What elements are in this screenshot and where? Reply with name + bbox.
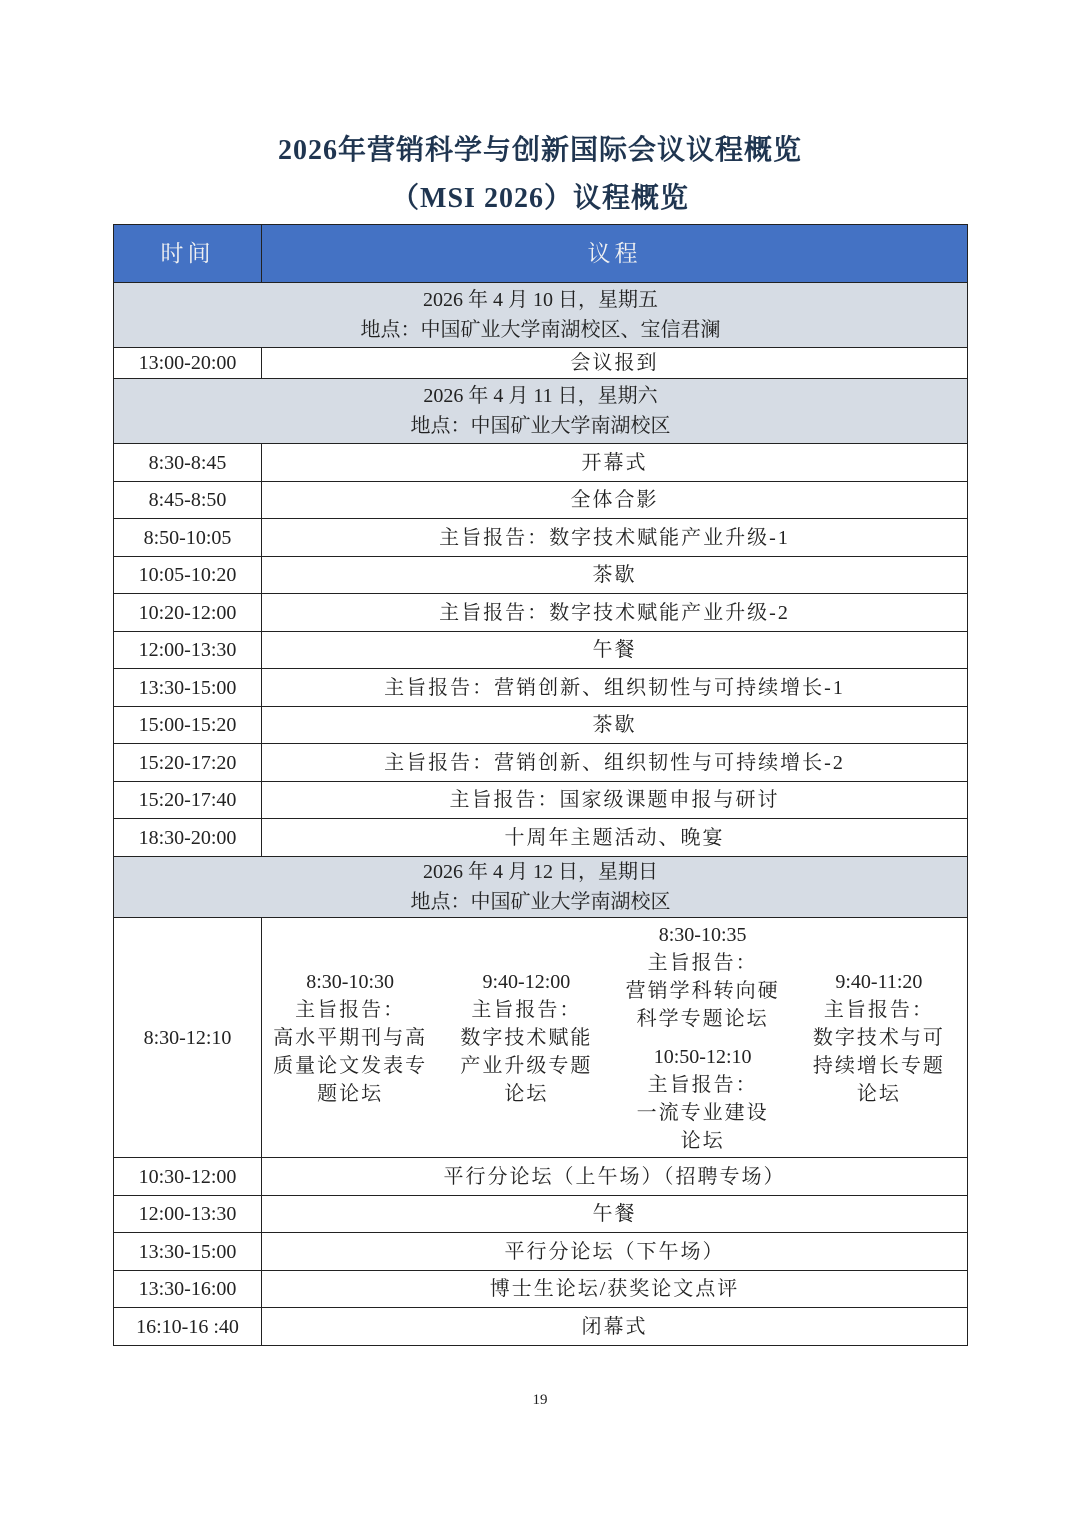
session-title-line: 一流专业建设 <box>636 1101 769 1124</box>
table-row <box>114 519 968 557</box>
parallel-sessions <box>262 918 968 1158</box>
session-time: 8:30-10:30 <box>306 970 395 993</box>
day-location: 地点：中国矿业大学南湖校区、宝信君澜 <box>360 319 721 341</box>
session-time: 9:40-12:00 <box>482 970 571 993</box>
table-row <box>114 707 968 744</box>
table-row <box>114 1158 968 1196</box>
parallel-sessions-row <box>114 918 968 1158</box>
row-item: 博士生论坛/获奖论文点评 <box>262 1271 968 1308</box>
row-time: 13:30-16:00 <box>114 1271 262 1308</box>
row-time: 13:30-15:00 <box>114 1233 262 1271</box>
row-time: 8:45-8:50 <box>114 482 262 519</box>
day-location: 地点：中国矿业大学南湖校区 <box>410 891 671 913</box>
row-time: 18:30-20:00 <box>114 819 262 857</box>
row-item: 茶歇 <box>262 557 968 594</box>
session-title-line: 数字技术与可 <box>812 1026 945 1049</box>
session-title-line: 营销学科转向硬 <box>625 979 780 1002</box>
session-title-line: 高水平期刊与高 <box>273 1026 428 1049</box>
row-item: 午餐 <box>262 1196 968 1233</box>
row-time: 13:30-15:00 <box>114 669 262 707</box>
day-header <box>114 283 968 348</box>
row-item: 主旨报告：国家级课题申报与研讨 <box>262 782 968 819</box>
row-time: 15:20-17:20 <box>114 744 262 782</box>
row-item: 午餐 <box>262 632 968 669</box>
row-time: 10:30-12:00 <box>114 1158 262 1196</box>
row-item: 茶歇 <box>262 707 968 744</box>
session-label: 主旨报告： <box>295 998 406 1021</box>
row-item: 主旨报告：营销创新、组织韧性与可持续增长-2 <box>262 744 968 782</box>
table-row <box>114 1196 968 1233</box>
row-time: 16:10-16 :40 <box>114 1308 262 1346</box>
table-row <box>114 782 968 819</box>
row-item: 平行分论坛（下午场） <box>262 1233 968 1271</box>
day-date: 2026 年 4 月 11 日，星期六 <box>423 385 658 407</box>
table-row <box>114 744 968 782</box>
row-item: 开幕式 <box>262 444 968 482</box>
row-time: 8:30-8:45 <box>114 444 262 482</box>
day-date: 2026 年 4 月 12 日，星期日 <box>423 861 658 883</box>
table-row <box>114 632 968 669</box>
row-item: 会议报到 <box>262 348 968 379</box>
row-item: 闭幕式 <box>262 1308 968 1346</box>
row-time: 12:00-13:30 <box>114 1196 262 1233</box>
row-time: 15:20-17:40 <box>114 782 262 819</box>
row-time: 13:00-20:00 <box>114 348 262 379</box>
row-item: 平行分论坛（上午场）（招聘专场） <box>262 1158 968 1196</box>
row-time: 8:50-10:05 <box>114 519 262 557</box>
session-label: 主旨报告： <box>647 951 758 974</box>
header-agenda: 议程 <box>262 225 968 283</box>
row-item: 全体合影 <box>262 482 968 519</box>
day-location: 地点：中国矿业大学南湖校区 <box>410 415 671 437</box>
session-col-1 <box>262 968 438 1108</box>
row-item: 主旨报告：营销创新、组织韧性与可持续增长-1 <box>262 669 968 707</box>
page-subtitle: （MSI 2026）议程概览 <box>391 183 689 214</box>
agenda-table <box>113 224 968 1346</box>
table-row <box>114 1308 968 1346</box>
table-row <box>114 482 968 519</box>
row-item: 十周年主题活动、晚宴 <box>262 819 968 857</box>
session-col-2 <box>438 968 614 1108</box>
table-row <box>114 1271 968 1308</box>
row-time: 12:00-13:30 <box>114 632 262 669</box>
row-item: 主旨报告：数字技术赋能产业升级-2 <box>262 594 968 632</box>
header-time: 时间 <box>114 225 262 283</box>
row-time: 10:05-10:20 <box>114 557 262 594</box>
row-time: 10:20-12:00 <box>114 594 262 632</box>
day-header <box>114 379 968 444</box>
session-time: 8:30-10:35 <box>658 923 747 946</box>
page-number: 19 <box>532 1392 548 1408</box>
row-time: 15:00-15:20 <box>114 707 262 744</box>
page-title: 2026年营销科学与创新国际会议议程概览 <box>277 135 802 166</box>
day-date: 2026 年 4 月 10 日，星期五 <box>423 289 658 311</box>
session-title-line: 论坛 <box>856 1082 901 1105</box>
session-title-line: 持续增长专题 <box>812 1054 945 1077</box>
session-label: 主旨报告： <box>647 1073 758 1096</box>
table-row <box>114 819 968 857</box>
session-time: 9:40-11:20 <box>835 970 923 993</box>
session-title-line: 产业升级专题 <box>460 1054 593 1077</box>
session-title-line: 论坛 <box>504 1082 549 1105</box>
day-header <box>114 857 968 918</box>
session-label: 主旨报告： <box>471 998 582 1021</box>
table-row <box>114 1233 968 1271</box>
session-title-line: 论坛 <box>680 1129 725 1152</box>
session-title-line: 质量论文发表专 <box>273 1054 428 1077</box>
session-title-line: 科学专题论坛 <box>636 1007 769 1030</box>
session-col-3 <box>615 921 791 1155</box>
row-time: 8:30-12:10 <box>114 918 262 1158</box>
row-item: 主旨报告：数字技术赋能产业升级-1 <box>262 519 968 557</box>
table-row <box>114 444 968 482</box>
table-row <box>114 557 968 594</box>
session-time: 10:50-12:10 <box>653 1045 752 1068</box>
session-title-line: 题论坛 <box>317 1082 384 1105</box>
table-row <box>114 669 968 707</box>
session-col-4 <box>791 968 967 1108</box>
session-label: 主旨报告： <box>823 998 934 1021</box>
table-row <box>114 348 968 379</box>
session-title-line: 数字技术赋能 <box>460 1026 593 1049</box>
table-row <box>114 594 968 632</box>
